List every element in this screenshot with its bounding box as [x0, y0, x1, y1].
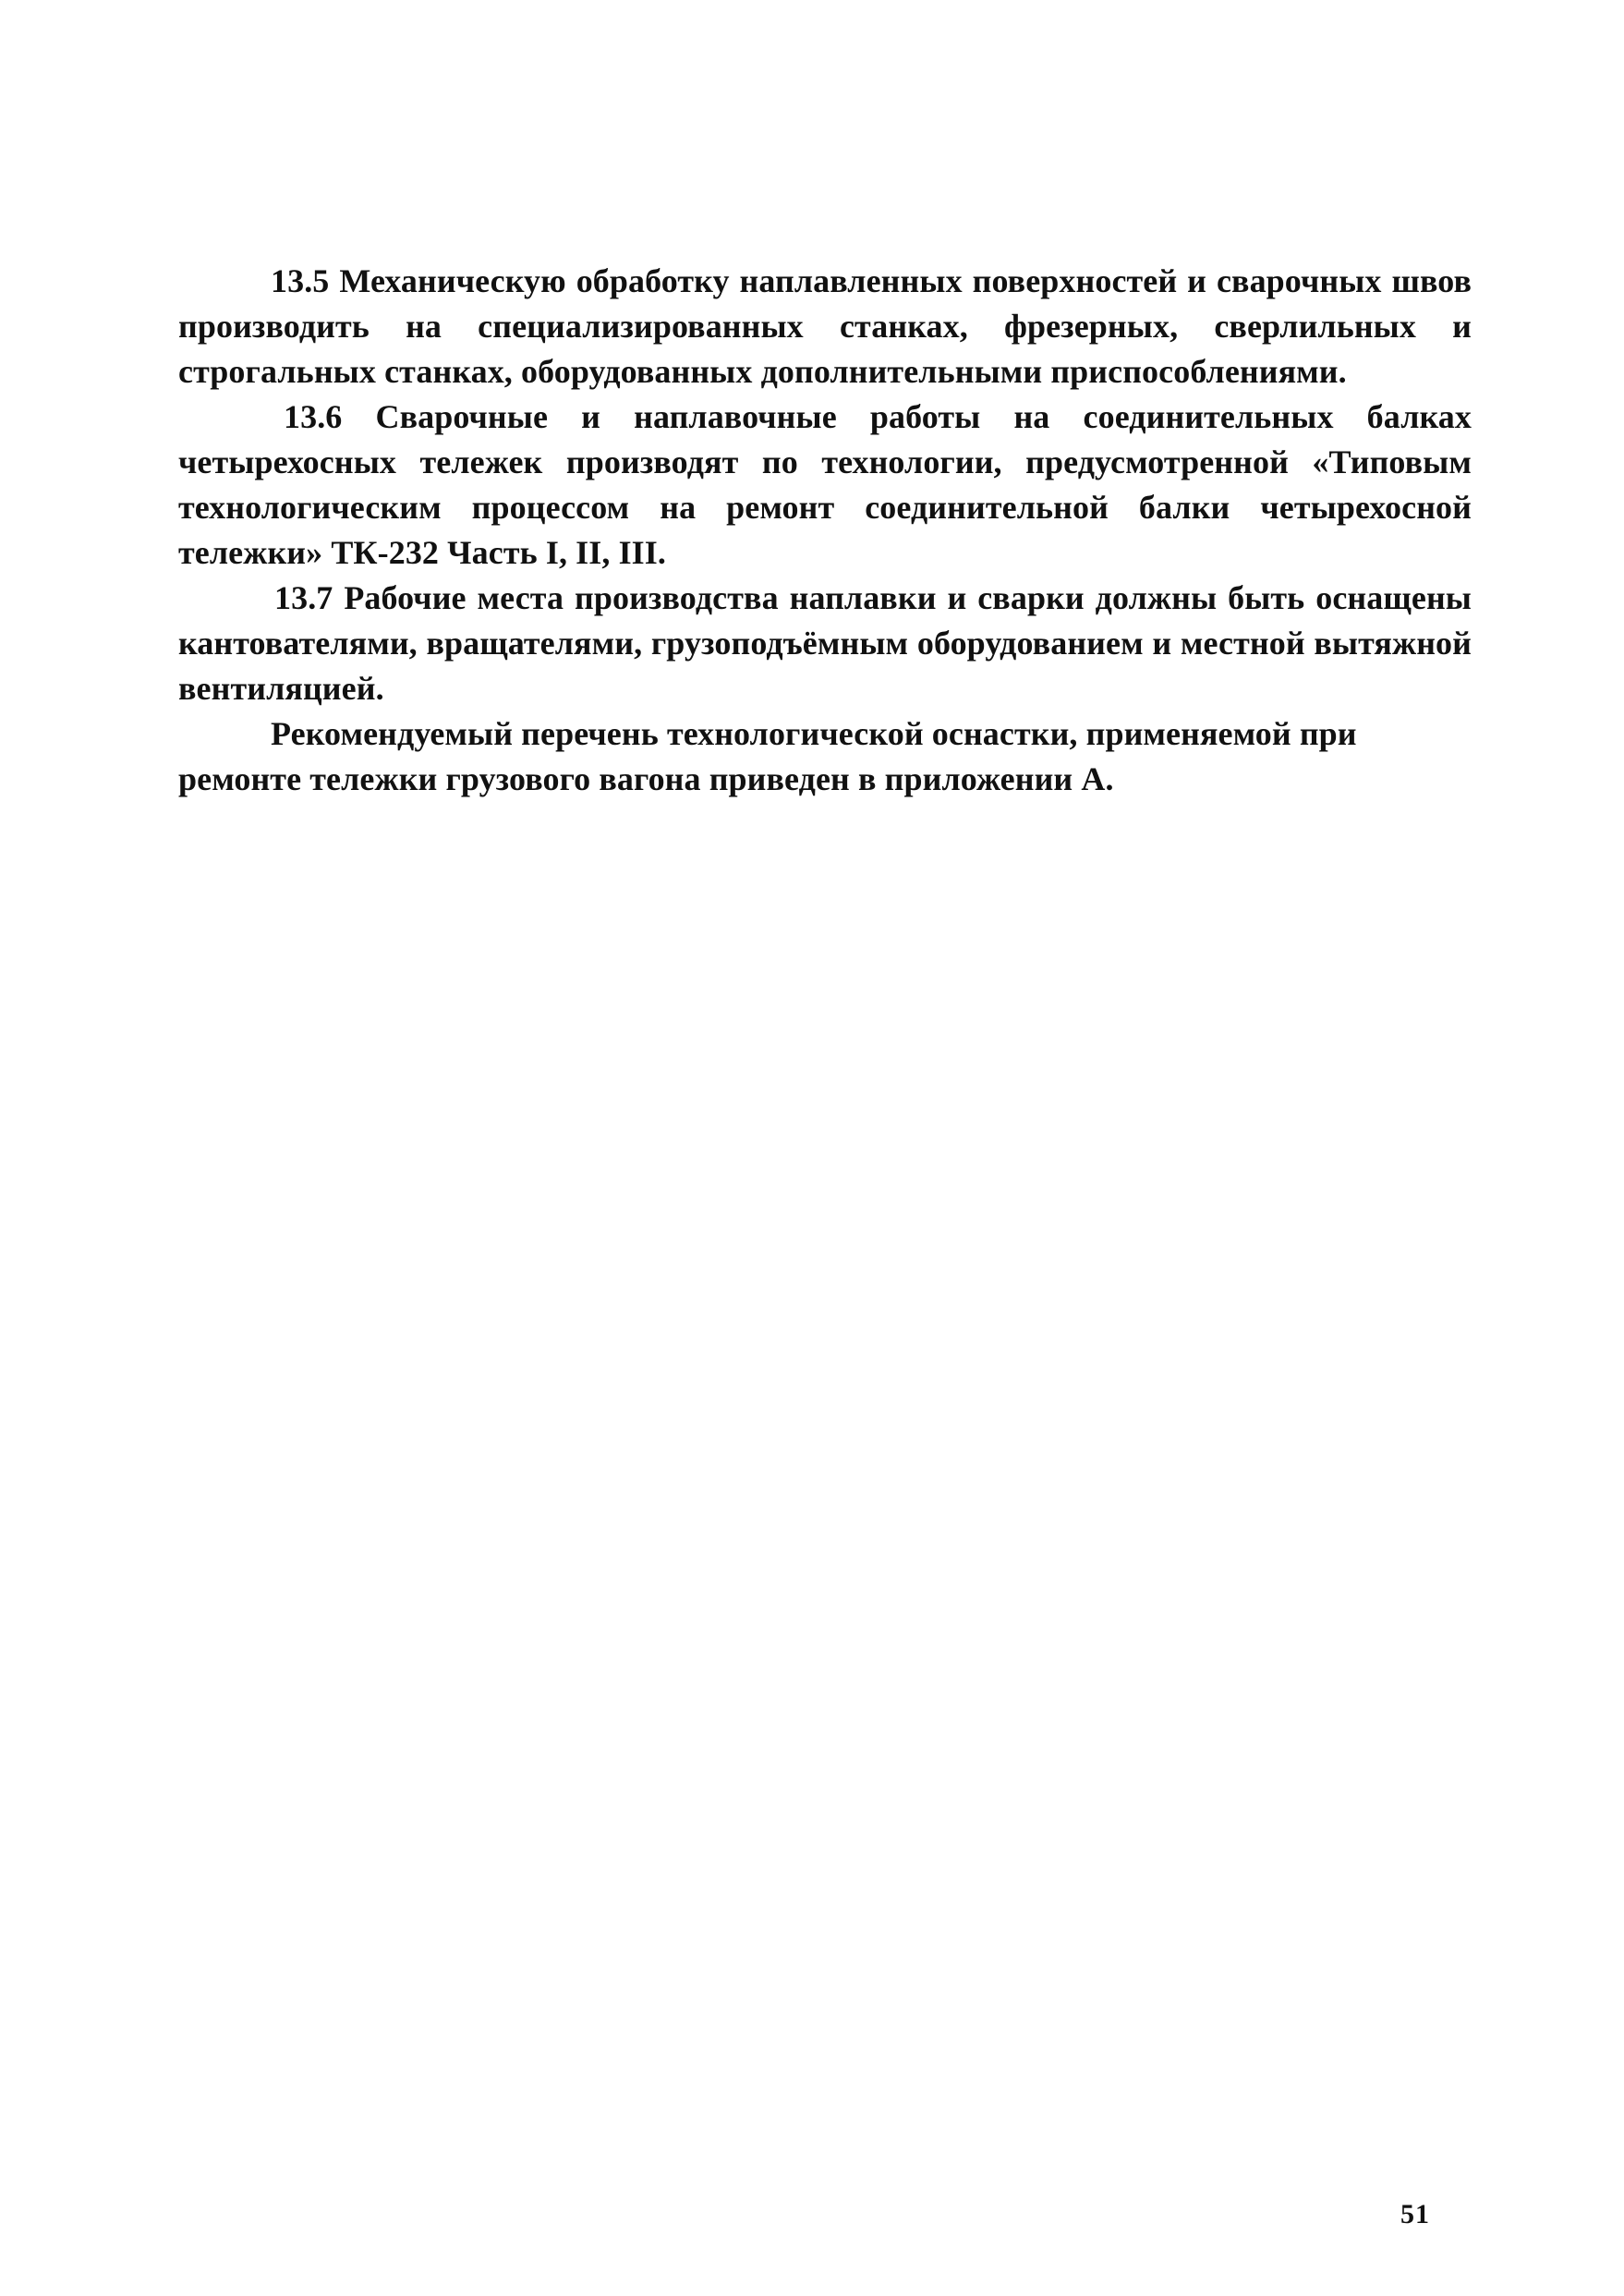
body-text	[178, 259, 1472, 802]
paragraph-13-5: 13.5 Механическую обработку наплавленных поверхностей и сварочных швов производить на специализированных станках, фрезерных, сверлильных и строгальных станках, оборудованных дополнительными приспособлениями.	[178, 262, 1472, 390]
paragraph-recommendation: Рекомендуемый перечень технологической оснастки, применяемой при ремонте тележки грузового вагона приведен в приложении А.	[178, 715, 1357, 797]
page-number: 51	[1400, 2199, 1430, 2229]
paragraph-13-6: 13.6 Сварочные и наплавочные работы на соединительных балках четырехосных тележек производят по технологии, предусмотренной «Типовым технологическим процессом на ремонт соединительной балки четырехосной тележки» ТК-232 Часть I, II, III.	[178, 398, 1472, 571]
paragraph-13-7: 13.7 Рабочие места производства наплавки и сварки должны быть оснащены кантователями, вращателями, грузоподъёмным оборудованием и местной вытяжной вентиляцией.	[178, 579, 1472, 707]
